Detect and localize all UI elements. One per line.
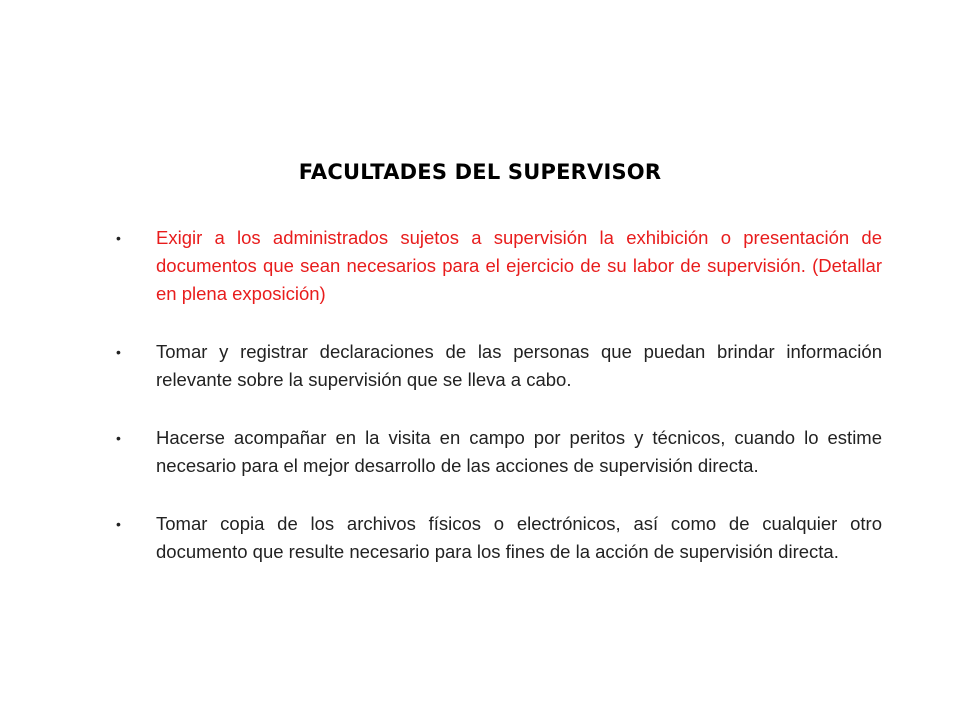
bullet-item-2 xyxy=(112,338,882,394)
bullet-list xyxy=(112,224,882,596)
bullet-item-1 xyxy=(112,224,882,308)
bullet-text: Tomar copia de los archivos físicos o electrónicos, así como de cualquier otro documento que resulte necesario para los fines de la acción de supervisión directa. xyxy=(156,513,882,562)
bullet-item-4 xyxy=(112,510,882,566)
bullet-item-3 xyxy=(112,424,882,480)
bullet-icon: • xyxy=(116,230,121,246)
slide-title: FACULTADES DEL SUPERVISOR xyxy=(298,160,662,184)
bullet-icon: • xyxy=(116,344,121,360)
bullet-text: Exigir a los administrados sujetos a supervisión la exhibición o presentación de documentos que sean necesarios para el ejercicio de su labor de supervisión. (Detallar en plena exposición) xyxy=(156,227,882,304)
bullet-text: Tomar y registrar declaraciones de las personas que puedan brindar información relevante sobre la supervisión que se lleva a cabo. xyxy=(156,341,882,390)
bullet-icon: • xyxy=(116,516,121,532)
bullet-icon: • xyxy=(116,430,121,446)
bullet-text: Hacerse acompañar en la visita en campo por peritos y técnicos, cuando lo estime necesario para el mejor desarrollo de las acciones de supervisión directa. xyxy=(156,427,882,476)
